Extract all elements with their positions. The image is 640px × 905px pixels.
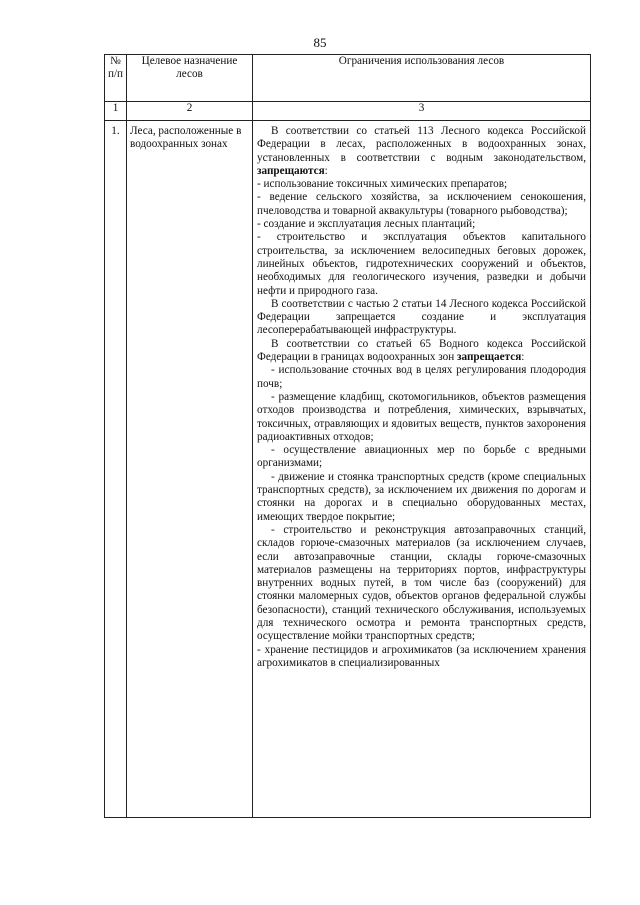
paragraph: - использование токсичных химических препаратов; [257,178,508,191]
paragraph: В соответствии со статьей 65 Водного кодекса Российской Федерации в границах водоохранных зон запрещается: [257,337,586,364]
table-header-row [105,55,591,102]
paragraph: - строительство и реконструкция автозаправочных станций, складов горюче-смазочных материалов (за исключением случаев, если автозаправочные станции, склады горюче-смазочных материалов размещены на территориях портов, инфраструктуры внутренних водных путей, в том числе баз (сооружений) для стоянки маломерных судов, объектов органов федеральной службы безопасности), станций технического обслуживания, используемых для технического осмотра и ремонта транспортных средств, осуществление мойки транспортных средств; [257,523,586,643]
paragraph: - движение и стоянка транспортных средств (кроме специальных транспортных средств), за исключением их движения по дорогам и стоянки на дорогах и в специально оборудованных местах, имеющих твердое покрытие; [257,470,586,523]
paragraph: - осуществление авиационных мер по борьбе с вредными организмами; [257,444,586,470]
paragraph: В соответствии со статьей 113 Лесного кодекса Российской Федерации в лесах, расположенных в водоохранных зонах, установленных в соответствии с водным законодательством, запрещаются: [257,125,586,177]
header-number: № п/п [105,55,127,102]
paragraph: - создание и эксплуатация лесных плантаций; [257,218,476,231]
paragraph: - размещение кладбищ, скотомогильников, объектов размещения отходов производства и потребления, химических, взрывчатых, токсичных, отравляющих и ядовитых веществ, пунктов захоронения радиоактивных отходов; [257,390,586,443]
header-purpose: Целевое назначение лесов [127,55,253,102]
header-restrictions: Ограничения использования лесов [253,55,591,102]
column-index-1: 1 [105,102,127,121]
paragraph: - использование сточных вод в целях регулирования плодородия почв; [257,364,586,390]
column-index-row [105,102,591,121]
column-index-2: 2 [127,102,253,121]
row-purpose: Леса, расположенные в водоохранных зонах [127,121,253,818]
paragraph: - строительство и эксплуатация объектов капитального строительства, за исключением велосипедных беговых дорожек, линейных объектов, гидротехнических сооружений и объектов, необходимых для геологического изучения, разведки и добычи нефти и природного газа. [257,231,586,297]
row-restrictions [253,121,591,818]
table-row [105,121,591,818]
paragraph: В соответствии с частью 2 статьи 14 Лесного кодекса Российской Федерации запрещается создание и эксплуатация лесоперерабатывающей инфраструктуры. [257,297,586,337]
paragraph: - ведение сельского хозяйства, за исключением сенокошения, пчеловодства и товарной аквакультуры (товарного рыбоводства); [257,191,586,217]
restrictions-table [104,54,591,818]
row-number: 1. [105,121,127,818]
page-number: 85 [313,35,327,50]
paragraph: - хранение пестицидов и агрохимикатов (за исключением хранения агрохимикатов в специализированных [257,643,586,669]
column-index-3: 3 [253,102,591,121]
